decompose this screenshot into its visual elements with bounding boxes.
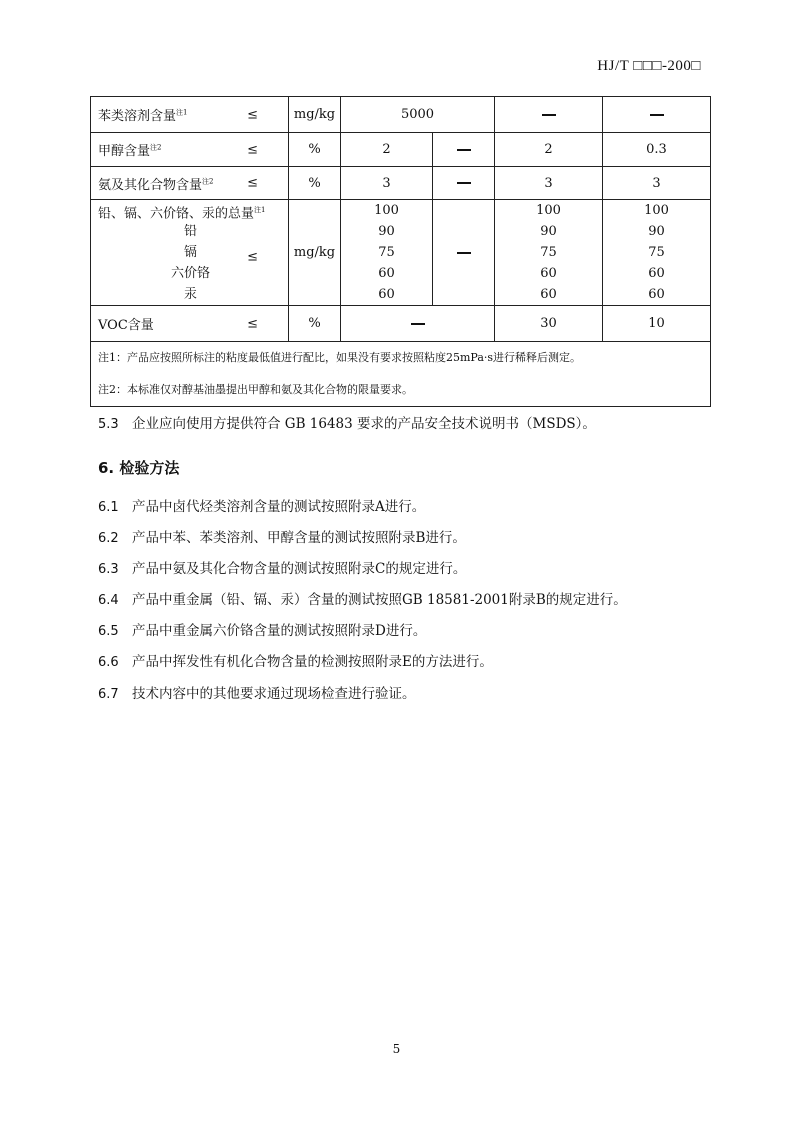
table-notes-row xyxy=(91,342,711,407)
sub-item: 镉 xyxy=(183,245,197,260)
value: 90 xyxy=(648,224,665,239)
le-symbol: ≤ xyxy=(247,175,258,191)
unit-cell: % xyxy=(289,167,341,200)
clause-number: 6.2 xyxy=(98,531,119,546)
value-stack xyxy=(603,200,710,305)
le-symbol: ≤ xyxy=(247,107,258,122)
value: 60 xyxy=(378,266,395,281)
le-symbol: ≤ xyxy=(247,316,258,331)
clause-number: 6.5 xyxy=(98,624,119,639)
table-row xyxy=(91,133,711,167)
le-symbol: ≤ xyxy=(247,249,258,265)
clause-6-1 xyxy=(98,495,425,515)
table-row xyxy=(91,306,711,342)
clause-6-4 xyxy=(98,588,627,608)
value: 75 xyxy=(648,245,665,260)
clause-6-3 xyxy=(98,557,466,577)
unit-cell: mg/kg xyxy=(289,97,341,133)
item-name-cell xyxy=(91,167,289,200)
value-cell: 10 xyxy=(603,306,711,342)
clause-5-3 xyxy=(98,412,596,432)
value-cell: 3 xyxy=(341,167,433,200)
clause-text: 产品中氨及其化合物含量的测试按照附录C的规定进行。 xyxy=(132,561,467,577)
value-cell: 2 xyxy=(495,133,603,167)
clause-text: 技术内容中的其他要求通过现场检查进行验证。 xyxy=(132,686,416,702)
item-name: 铅、镉、六价铬、汞的总量 xyxy=(98,206,255,222)
notes-cell xyxy=(91,342,711,407)
value: 100 xyxy=(644,203,669,218)
note-ref: 注1 xyxy=(176,108,188,117)
clause-6-6 xyxy=(98,650,493,670)
item-name: VOC含量 xyxy=(98,318,154,333)
note-ref: 注1 xyxy=(254,206,266,214)
dash-mark xyxy=(411,323,425,325)
value: 90 xyxy=(540,224,557,239)
value: 60 xyxy=(378,287,395,302)
clause-6-7 xyxy=(98,682,416,702)
clause-number: 5.3 xyxy=(98,417,119,432)
value-cell xyxy=(341,306,495,342)
table-row xyxy=(91,200,711,306)
note-ref: 注2 xyxy=(150,143,162,152)
value: 100 xyxy=(374,203,399,218)
clause-number: 6.7 xyxy=(98,687,119,702)
unit-cell: % xyxy=(289,133,341,167)
value: 60 xyxy=(540,287,557,302)
section-heading: 6. 检验方法 xyxy=(98,459,180,477)
clause-text: 产品中挥发性有机化合物含量的检测按照附录E的方法进行。 xyxy=(132,654,493,670)
value: 60 xyxy=(540,266,557,281)
item-name: 苯类溶剂含量 xyxy=(98,109,177,124)
value-cell xyxy=(603,97,711,133)
item-name-cell xyxy=(91,133,289,167)
clause-text: 产品中苯、苯类溶剂、甲醇含量的测试按照附录B进行。 xyxy=(132,530,466,546)
limits-table xyxy=(90,96,711,407)
sub-item: 汞 xyxy=(183,287,197,302)
dash-mark xyxy=(542,114,556,116)
value: 90 xyxy=(378,224,395,239)
page-number: 5 xyxy=(392,1042,401,1056)
value: 75 xyxy=(378,245,395,260)
clause-text: 产品中重金属六价铬含量的测试按照附录D进行。 xyxy=(132,623,427,639)
clause-number: 6.4 xyxy=(98,593,119,608)
value-cell: 30 xyxy=(495,306,603,342)
value-cell: 3 xyxy=(495,167,603,200)
clause-text: 企业应向使用方提供符合 GB 16483 要求的产品安全技术说明书（MSDS）。 xyxy=(132,416,596,432)
value-cell xyxy=(433,167,495,200)
sub-item: 六价铬 xyxy=(170,266,210,281)
unit-cell: % xyxy=(289,306,341,342)
value: 75 xyxy=(540,245,557,260)
clause-number: 6.1 xyxy=(98,500,119,515)
value: 60 xyxy=(648,266,665,281)
clause-6-2 xyxy=(98,526,466,546)
value-stack xyxy=(495,200,602,305)
standard-code-header: HJ/T □□□-200□ xyxy=(597,58,701,74)
item-name: 甲醇含量 xyxy=(98,144,151,159)
dash-mark xyxy=(457,182,471,184)
table-note: 注1：产品应按照所标注的粘度最低值进行配比，如果没有要求按照粘度25mPa·s进行稀释后测定。 xyxy=(98,351,582,364)
value-cell: 5000 xyxy=(341,97,495,133)
le-symbol: ≤ xyxy=(247,142,258,157)
table-row xyxy=(91,167,711,200)
sub-item: 铅 xyxy=(183,224,197,239)
value-cell xyxy=(495,97,603,133)
clause-text: 产品中卤代烃类溶剂含量的测试按照附录A进行。 xyxy=(132,499,426,515)
unit-cell: mg/kg xyxy=(289,200,341,306)
value-cell xyxy=(603,200,711,306)
dash-mark xyxy=(650,114,664,116)
clause-6-5 xyxy=(98,619,426,639)
value-cell xyxy=(341,200,433,306)
value-stack xyxy=(341,200,432,305)
clause-number: 6.6 xyxy=(98,655,119,670)
clause-number: 6.3 xyxy=(98,562,119,577)
value-cell xyxy=(433,200,495,306)
value-cell xyxy=(495,200,603,306)
value-cell: 0.3 xyxy=(603,133,711,167)
table-note: 注2：本标准仅对醇基油墨提出甲醇和氨及其化合物的限量要求。 xyxy=(98,383,413,396)
dash-mark xyxy=(457,252,471,254)
value: 100 xyxy=(536,203,561,218)
table-row xyxy=(91,97,711,133)
value-cell: 3 xyxy=(603,167,711,200)
item-name: 氨及其化合物含量 xyxy=(98,177,203,193)
value-cell xyxy=(433,133,495,167)
clause-text: 产品中重金属（铅、镉、汞）含量的测试按照GB 18581-2001附录B的规定进行。 xyxy=(132,592,627,608)
value-cell: 2 xyxy=(341,133,433,167)
value: 60 xyxy=(648,287,665,302)
item-name-cell xyxy=(91,306,289,342)
dash-mark xyxy=(457,149,471,151)
item-name-cell xyxy=(91,97,289,133)
item-name-cell xyxy=(91,200,289,306)
note-ref: 注2 xyxy=(202,177,214,186)
